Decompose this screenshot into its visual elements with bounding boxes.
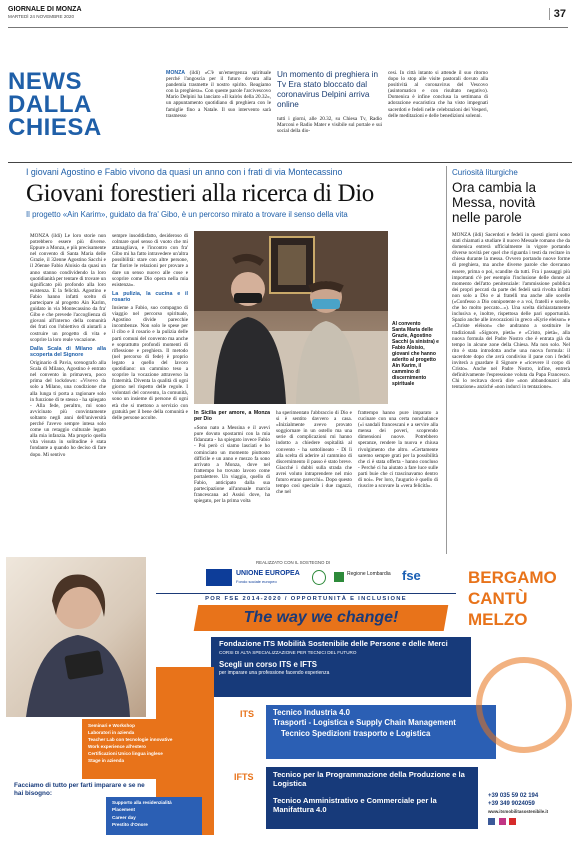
youtube-icon[interactable]: [509, 818, 516, 825]
ad-slogan: The way we change!: [243, 609, 399, 626]
brief-kicker: MONZA: [166, 70, 186, 76]
brief-tv: [277, 70, 382, 154]
section-title: [8, 70, 136, 139]
article-subhead: Il progetto «Ain Karim», guidato da fra' Gibo, è un percorso mirato a trovare il senso della vita: [26, 210, 348, 219]
ad-support-item: Prestito d'Onore: [112, 822, 148, 828]
photo-caption-title: Al convento: [392, 321, 421, 327]
ad-its-course: Trasporti - Logistica e Supply Chain Management: [273, 717, 456, 727]
photo-caption: [392, 321, 440, 407]
article-photo: [194, 231, 388, 404]
ad-ifts-block: [266, 767, 478, 829]
ad-support-item: Supporto alla residenzialità: [112, 800, 172, 805]
advertisement[interactable]: [6, 557, 576, 835]
ad-its-course: Tecnico Spedizioni trasporto e Logistica: [281, 729, 431, 739]
article-col-3-text: «Sono nato a Messina e il avevi pure dovuto spostarmi con la mia fidanzata - ha spiegato invece Fabio - Poi però ci siamo lasciati e ho cominciato un momento piuttosto difficile e un anno e mezzo fa sono arrivato a Monza, dove nel frattempo ho trovato lavoro come portalettere. Un viaggio, quello di Fabio, anticipato dalla sua partecipazione all'annuale marcia francescana ad Assisi dove, ha spiegato, per la prima volta: [194, 425, 270, 505]
ad-foundation-title: Fondazione ITS Mobilità Sostenibile delle Persone e delle Merci: [219, 639, 448, 648]
section-title-line: CHIESA: [8, 114, 102, 141]
article-col-2-text-b: Insieme a Fabio, suo compagno di viaggio nel percorso spirituale, Agostino divide parecchie incombenze. Non solo le spese per il cibo e il rosario e la pulizia delle parti comuni del convento ma anche e soprattutto profondi momenti di riflessione e preghiera. Il metodo (nel percorso di fede) è proprio legato a quello del lavoro quotidiano: un cammino teso a scoprire la vocazione attraverso la fraternità. Diventa la qualità di ogni giorno nel rispetto delle regole. I volontari del convento, la comunità, sono un insieme di persone di ogni età che si mettono a servizio con gratuità per il bene della comunità e delle persone accolte.: [112, 305, 188, 421]
ad-ifts-course: Tecnico per la Programmazione della Produzione e la Logistica: [273, 770, 465, 788]
sidebar-text: MONZA (ildi) Sacerdoti e fedeli in questi giorni sono stati chiamati a studiare il nuovo Messale romano che da domenica entrerà ufficialmente in vigore portando diverse novità per quel che riguarda i testi da recitare in chiesa durante la messa. Ovvero portando nuove forme di preghiera, ma anche diverse parole che dovranno essere, prima o poi, scandite da tutti. Fra i passaggi più importanti c'è per esempio l'inclusione delle donne al momento dell'atto penitenziale: l'ammissione pubblica dei propri peccati da parte dei fedeli sarà rivolta infatti non solo a Dio e ai fratelli ma anche alle sorelle («Confesso a Dio onnipotente e a voi, fratelli e sorelle, che ho molto peccato...»). Una scelta dichiaratamente inclusiva e, inoltre, rispettosa delle pari opportunità. Spazio anche alle invocazioni in greco «Kyrie eleison» e «Christe eléison» che andranno a sostituire le tradizionali «Signore, pietà» e «Cristo, pietà», alla nuova formula del Padre Nostro che è entrata già da tempo in alcune zone della Chiesa. Ma non solo. Nel rito è stata introdotta anche una nuova formula: il sacerdote dopo che avrà condiviso il pane con i fedeli inviterà a guardare il Signore e «ricevere il corpo di Cristo». Anche nel Padre Nostro, infine, entrerà definitivamente l'espressione voluta da Papa Francesco. Chi lo recitava dovrà dire «non abbandonarci alla tentazione» anziché «non indurci in tentazione».: [452, 232, 570, 391]
ad-city: BERGAMO: [468, 568, 557, 587]
article-col-2: [112, 233, 188, 553]
brief-delpini: [166, 70, 271, 152]
brief-tag: (ildi): [189, 70, 201, 76]
issue-date: MARTEDÌ 24 NOVEMBRE 2020: [8, 14, 75, 19]
ad-support-item: Placement: [112, 807, 135, 813]
ad-support-item: Career day: [112, 814, 136, 820]
ad-choose: Scegli un corso ITS e IFTS: [219, 659, 317, 669]
article-col-5: frattempo hanno pure imparato a cucinare con una certa nonchalance («i sandali francescani e a servire alla mensa dei poveri, scoprendo dimensioni nuove. Potrebbero speranze, rendere la nuova e chiusa rivolgimento che altro. «Certamente saremo sempre grati per la possibilità che ci è stata offerta - hanno concluso - Perché ci ha aiutato a fare luce sulle parti buie che ci trascinavamo dentro di noi». Per loro, l'augurio è quello di riuscire a scovare la «vera felicità».: [358, 410, 438, 490]
page-number: 37: [549, 8, 566, 20]
article-kicker: I giovani Agostino e Fabio vivono da quasi un anno con i frati di via Montecassino: [26, 167, 343, 177]
brief-tv-text: tutti i giorni, alle 20.32, su Chiesa Tv, Radio Marconi e Radio Mater e visibile sul portale e sui social della dio-: [277, 116, 382, 135]
ad-sponsor-label: REALIZZATO CON IL SOSTEGNO DI: [256, 560, 331, 565]
italy-emblem-icon: [312, 570, 326, 585]
ad-support-intro: Facciamo di tutto per farti imparare e se ne hai bisogno:: [14, 782, 145, 797]
instagram-icon[interactable]: [499, 818, 506, 825]
photo-caption-text: Santa Maria delle Grazie, Agostino Sacchi (a sinistra) e Fabio Aloisio, giovani che hanno aderito al progetto Ain Karim, il cammino di discernimento spirituale: [392, 327, 439, 387]
fse-logo: fse: [402, 568, 421, 583]
ad-ifts-course: Tecnico Amministrativo e Commerciale per la Manifattura 4.0: [273, 796, 437, 814]
ad-woman-icon: [6, 557, 146, 717]
sidebar-kicker: Curiosità liturgiche: [452, 168, 518, 177]
ad-feature: Seminari e Workshop: [88, 723, 135, 728]
eu-title: UNIONE EUROPEA: [236, 570, 300, 577]
ad-slogan-banner: [194, 605, 449, 631]
region-name: Regione Lombardia: [347, 571, 391, 577]
ad-feature: Certificazioni Unico lingua inglese: [88, 751, 163, 756]
ad-social: [488, 818, 574, 828]
ad-contacts[interactable]: [488, 792, 574, 828]
masthead: [8, 6, 568, 28]
ad-support-list: [106, 797, 202, 835]
article-col-1-subtitle: Dalla Scala di Milano alla scoperta del Signore: [30, 345, 106, 358]
article-col-1-text: MONZA (ildi) Le loro storie non potrebbero essere più diverse. Eppure a Monza, e più precisamente nel convento di Santa Maria delle Grazie, il 32enne Agostino Sacchi e il 26enne Fabio Aloisio da quasi un anno stanno condividendo la loro quotidianità per tentare di trovare un significato più profondo alla loro esistenza. E la felicità. Agostino e Fabio hanno infatti scelto di partecipare al progetto Ain Karim, guidato in via Montecassino da fra' Gibo e che prevede l'accoglienza di giovani all'interno della comunità dei frati con l'obiettivo di aiutarli a costruire un progetto di vita e scoprire la loro reale vocazione.: [30, 233, 106, 343]
article-col-3-caption: In Sicilia per amore, a Monza per Dio: [194, 410, 270, 423]
ad-feature: Work experience all'estero: [88, 744, 146, 749]
ad-foundation-block: [211, 637, 471, 697]
ad-ifts-label: IFTS: [234, 772, 254, 782]
article-col-1: [30, 233, 106, 553]
eu-subtitle: Fondo sociale europeo: [236, 579, 277, 584]
article-col-4: ha sperimentato l'abbraccio di Dio e si è sentito davvero a casa. «Inizialmente avevo provato soggiornare in un ostello ma una serie di complicazioni mi hanno indotto a chiedere ospitalità al convento - ha sottolineato - Di lì alla scelta di aderire al cammino di discernimento il passo è stato breve. Giacché i dubbi sulla strada che avrei voluto intraprendere nel mio futuro erano parecchi». Dopo questo tempo così speciale i due ragazzi, che nel: [276, 410, 352, 496]
ad-feature: Laboratori in azienda: [88, 730, 135, 735]
ad-phone[interactable]: +39 035 59 02 194: [488, 793, 539, 799]
lombardia-logo-icon: [334, 572, 344, 582]
ad-decor-circle: [476, 657, 572, 753]
divider: [446, 166, 447, 554]
ad-cities: [468, 567, 568, 630]
ad-website[interactable]: www.itsmobilitasostenibile.it: [488, 809, 549, 814]
ad-photo: [6, 557, 146, 717]
eu-flag-icon: [206, 569, 232, 586]
ad-its-label: ITS: [240, 709, 255, 719]
ad-choose-sub: per imparare una professione facendo esperienza: [219, 669, 330, 676]
facebook-icon[interactable]: [488, 818, 495, 825]
article-col-2-subtitle: La pulizia, la cucina e il rosario: [112, 290, 188, 303]
ad-program: POR FSE 2014-2020 / OPPORTUNITÀ E INCLUSIONE: [156, 593, 456, 602]
ad-its-block: [266, 705, 496, 759]
article-headline: Giovani forestieri alla ricerca di Dio: [26, 180, 374, 207]
ad-its-course: Tecnico Industria 4.0: [273, 708, 350, 717]
section-title-line: DALLA: [8, 91, 92, 118]
ad-feature: Stage in azienda: [88, 758, 124, 763]
photo-scene-icon: [194, 231, 388, 404]
article-col-2-text: sempre insoddisfatto, desideroso di colmare quel senso di vuoto che mi attanagliava, e l'incontro con fra' Gibo mi ha fatto intravedere un'altra possibilità: stare con altre persone, far fiorire le relazioni per provare a dare un senso nuovo alle cose e scoprire come Dio opera nella mia esistenza».: [112, 233, 188, 288]
ad-city: MELZO: [468, 610, 528, 629]
ad-phone[interactable]: +39 349 9024059: [488, 801, 535, 807]
ad-feature: Teacher Lab con tecnologie innovative: [88, 737, 173, 742]
ad-city: CANTÙ: [468, 589, 528, 608]
sidebar-headline: Ora cambia la Messa, novità nelle parole: [452, 180, 537, 225]
divider: [8, 162, 572, 163]
section-title-line: NEWS: [8, 68, 82, 95]
article-col-3: [194, 410, 270, 553]
brief-text: «C'è un'emergenza spirituale perché l'angoscia per il futuro dovuta alla pandemia trasmette il nostro spirito. Reagiamo con la preghiera». Con queste parole l'arcivescovo Mario Delpini ha lanciato «Il kairòs della 20.32», un appuntamento quotidiano di preghiera con le famiglie fino a Natale. Il suo intervento sarà trasmesso: [166, 70, 271, 119]
ad-foundation-sub: CORSI DI ALTA SPECIALIZZAZIONE PER TECNICI DEL FUTURO: [219, 649, 357, 655]
ad-sponsor-logos: [206, 567, 438, 589]
brief-adorazione: cesi. In città intanto si attende il suo ritorno dopo lo stop alle visite pastorali dovuto alla positività al coronavirus del Vescovo (asintomatico e con risultato negativo). Domenica è infine conclusa la settimana di adorazione eucaristica che ha visto impegnati sacerdoti e fedeli nelle celebrazioni dei Vesperi, delle meditazioni e delle benedizioni solenni.: [388, 70, 488, 119]
ad-features: [82, 719, 212, 779]
brief-tv-title: Un momento di preghiera in Tv Era stato bloccato dal coronavirus Delpini arriva online: [277, 70, 379, 109]
article-col-1-text-b: Originario di Pavia, scenografo alla Scala di Milano, Agostino è entrato nel convento in primavera, poco prima del lockdown: «Vivevo da solo a Milano, una condizione che alla lunga ti porta a ragionare solo in funzione di te stesso - ha spiegato - Alla fede, peraltro, mi sono avvicinato più convintamente soltanto negli anni dell'università perché l'avevo sempre intesa solo come un retaggio culturale legato alla mia infanzia. Ma proprio quella vita vissuta in solitudine è stata fondante a quando ho deciso di fare dopo. Mi sentivo: [30, 360, 106, 458]
paper-name: GIORNALE DI MONZA: [8, 6, 82, 13]
